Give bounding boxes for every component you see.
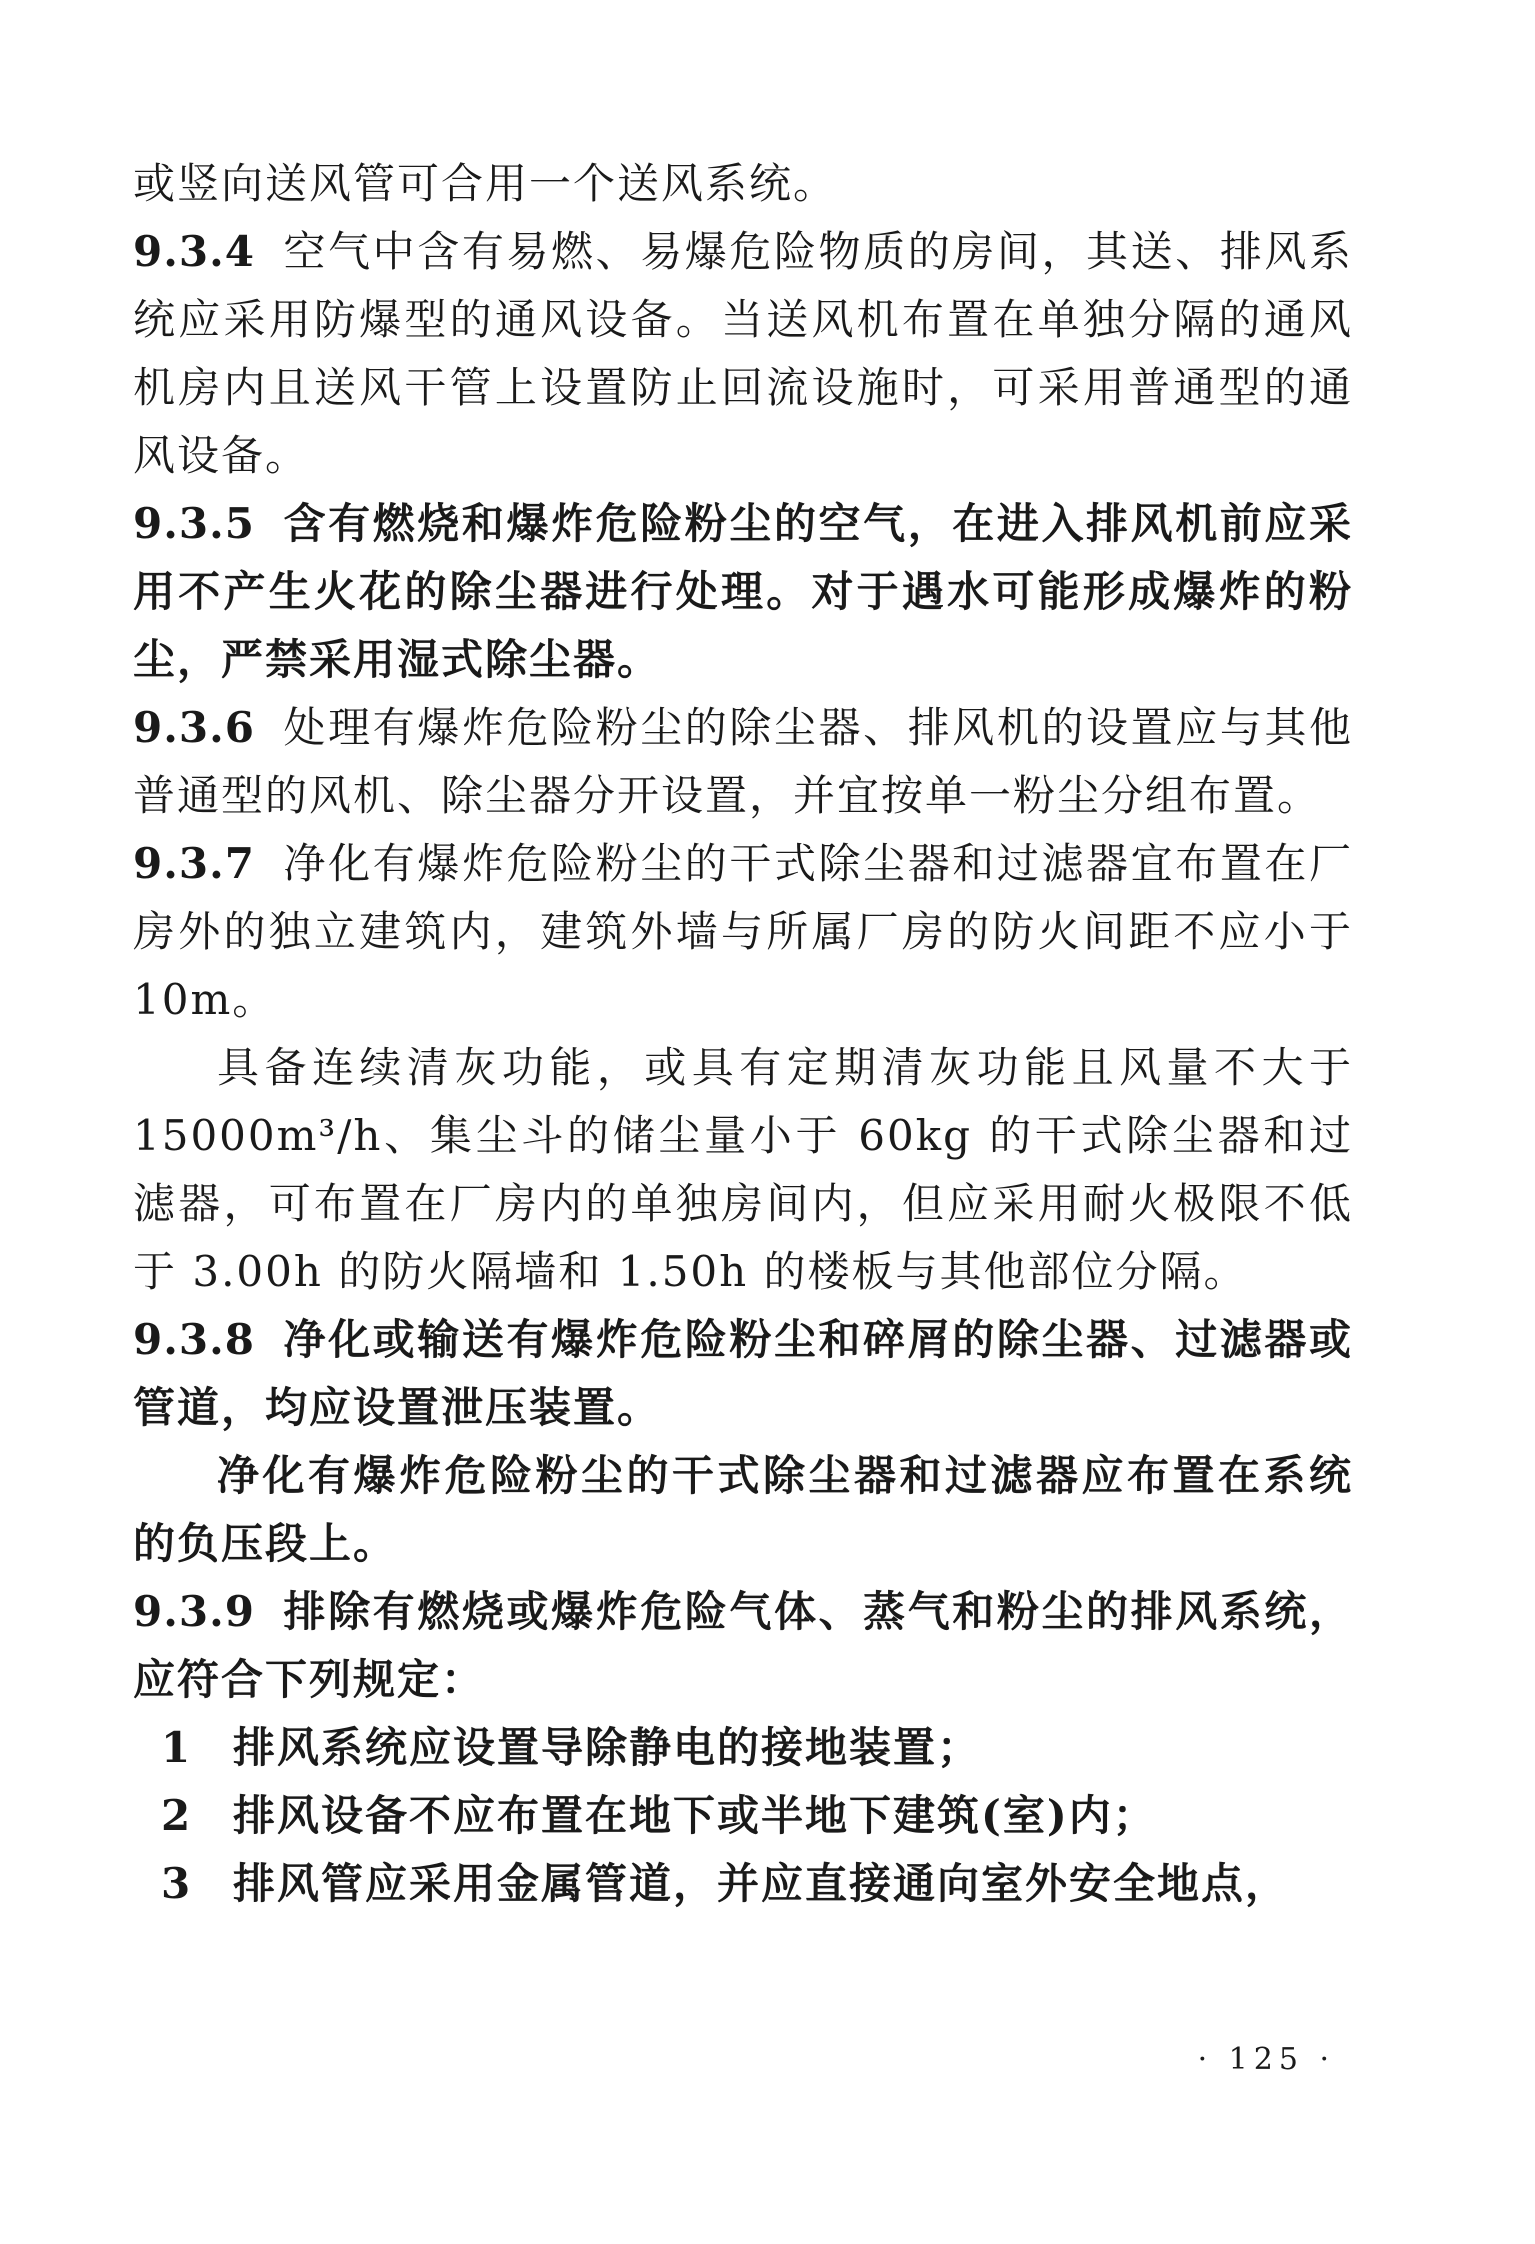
clause-text: 净化有爆炸危险粉尘的干式除尘器和过滤器宜布置在厂房外的独立建筑内，建筑外墙与所属厂房的防火间距不应小于 10m。 [133, 839, 1353, 1024]
clause-9-3-6 [133, 694, 1353, 830]
clause-number: 9.3.4 [133, 227, 255, 276]
clause-text: 排除有燃烧或爆炸危险气体、蒸气和粉尘的排风系统，应符合下列规定： [133, 1587, 1353, 1704]
clause-9-3-5 [133, 490, 1353, 694]
clause-number: 9.3.9 [133, 1587, 255, 1636]
clause-text: 净化或输送有爆炸危险粉尘和碎屑的除尘器、过滤器或管道，均应设置泄压装置。 [133, 1315, 1353, 1432]
clause-number: 9.3.8 [133, 1315, 255, 1364]
clause-9-3-8 [133, 1306, 1353, 1442]
list-item-number: 2 [161, 1791, 193, 1840]
list-item [133, 1782, 1353, 1850]
clause-9-3-4 [133, 218, 1353, 490]
list-item-text: 排风设备不应布置在地下或半地下建筑(室)内； [233, 1791, 1157, 1840]
clause-9-3-7-paragraph-2: 具备连续清灰功能，或具有定期清灰功能且风量不大于 15000m³/h、集尘斗的储尘量小于 60kg 的干式除尘器和过滤器，可布置在厂房内的单独房间内，但应采用耐火极限不低于 3.00h 的防火隔墙和 1.50h 的楼板与其他部位分隔。 [133, 1043, 1353, 1296]
clause-9-3-7 [133, 830, 1353, 1034]
clause-9-3-8-paragraph-2: 净化有爆炸危险粉尘的干式除尘器和过滤器应布置在系统的负压段上。 [133, 1451, 1353, 1568]
clause-number: 9.3.7 [133, 839, 255, 888]
list-item-text: 排风系统应设置导除静电的接地装置； [233, 1723, 982, 1772]
paragraph-continuation: 或竖向送风管可合用一个送风系统。 [133, 159, 838, 208]
list-item-number: 1 [161, 1723, 193, 1772]
list-item [133, 1714, 1353, 1782]
page-number: · 125 · [1197, 2042, 1335, 2077]
clause-number: 9.3.6 [133, 703, 255, 752]
clause-text: 空气中含有易燃、易爆危险物质的房间，其送、排风系统应采用防爆型的通风设备。当送风机布置在单独分隔的通风机房内且送风干管上设置防止回流设施时，可采用普通型的通风设备。 [133, 227, 1353, 480]
clause-text: 处理有爆炸危险粉尘的除尘器、排风机的设置应与其他普通型的风机、除尘器分开设置，并宜按单一粉尘分组布置。 [133, 703, 1353, 820]
list-item-text: 排风管应采用金属管道，并应直接通向室外安全地点， [233, 1859, 1290, 1908]
clause-text: 含有燃烧和爆炸危险粉尘的空气，在进入排风机前应采用不产生火花的除尘器进行处理。对于遇水可能形成爆炸的粉尘，严禁采用湿式除尘器。 [133, 499, 1353, 684]
document-body [133, 150, 1353, 1918]
clause-9-3-9 [133, 1578, 1353, 1714]
list-item [133, 1850, 1353, 1918]
list-item-number: 3 [161, 1859, 193, 1908]
clause-number: 9.3.5 [133, 499, 255, 548]
